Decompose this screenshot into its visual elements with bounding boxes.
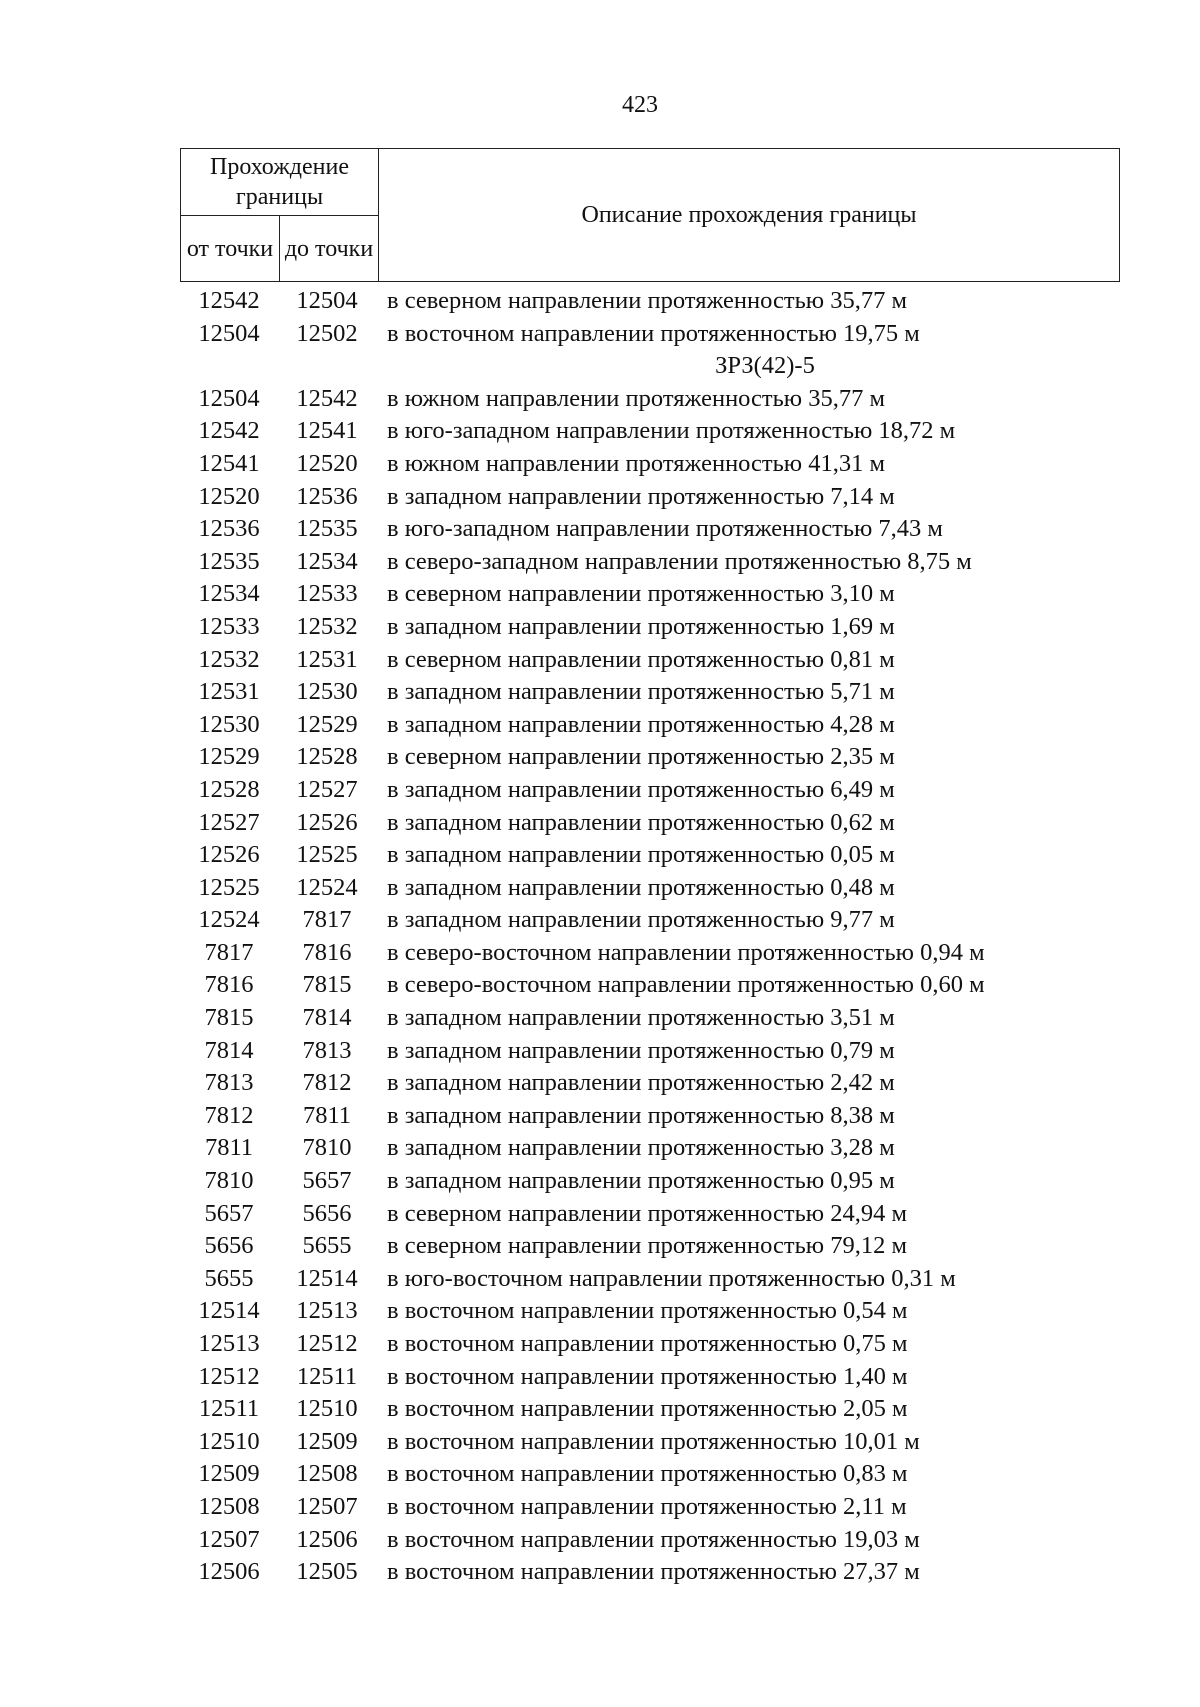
description-cell: в северном направлении протяженностью 79,12 м [387,1232,907,1260]
description-cell: в западном направлении протяженностью 3,28 м [387,1134,895,1162]
to-point-cell: 12535 [296,515,358,543]
to-point-cell: 12534 [296,547,358,575]
table-row [180,1067,1120,1100]
table-row [180,1165,1120,1198]
from-point-cell: 12504 [198,384,260,412]
table-row [180,1198,1120,1231]
to-point-cell: 12527 [296,775,358,803]
description-cell: в юго-восточном направлении протяженностью 0,31 м [387,1264,956,1292]
to-point-cell: 12532 [296,612,358,640]
from-point-cell: 12510 [198,1427,260,1455]
description-cell: в восточном направлении протяженностью 19,75 м [387,319,920,347]
to-point-cell: 12526 [296,808,358,836]
from-point-cell: 12531 [198,678,260,706]
table-row [180,1524,1120,1557]
table-body [180,285,1120,1589]
table-row [180,904,1120,937]
description-cell: в южном направлении протяженностью 35,77 м [387,384,885,412]
to-point-cell: 12533 [296,580,358,608]
description-cell: в восточном направлении протяженностью 10,01 м [387,1427,920,1455]
description-cell: в западном направлении протяженностью 9,77 м [387,906,895,934]
from-point-cell: 7816 [204,971,254,999]
to-point-cell: 12512 [296,1330,358,1357]
from-point-cell: 12532 [198,645,260,673]
table-row [180,937,1120,970]
from-point-cell: 7812 [204,1101,254,1129]
from-point-cell: 7810 [204,1167,254,1195]
description-cell: в северо-западном направлении протяженностью 8,75 м [387,547,972,575]
from-point-cell: 12513 [198,1330,260,1357]
from-point-cell: 12511 [198,1395,260,1423]
from-point-cell: 12514 [198,1297,260,1325]
from-point-cell: 5656 [204,1232,254,1260]
from-point-cell: 12524 [198,906,260,934]
description-cell: в западном направлении протяженностью 7,14 м [387,482,895,510]
from-point-cell: 12508 [198,1492,260,1520]
from-point-cell: 12542 [198,417,260,445]
table-row [180,676,1120,709]
from-point-cell: 12535 [198,547,260,575]
description-cell: в западном направлении протяженностью 1,69 м [387,612,895,640]
description-cell: в западном направлении протяженностью 0,05 м [387,841,895,869]
to-point-cell: 12524 [296,873,358,901]
table-row [180,741,1120,774]
description-cell: в западном направлении протяженностью 2,42 м [387,1069,895,1097]
to-point-cell: 12513 [296,1297,358,1325]
description-cell: в северном направлении протяженностью 24,94 м [387,1199,907,1227]
from-point-cell: 12512 [198,1362,260,1390]
to-point-cell: 12504 [296,287,358,314]
table-row [180,1556,1120,1589]
from-point-cell: 7813 [204,1069,254,1097]
table-row [180,513,1120,546]
page-number: 423 [622,92,658,118]
description-cell: в восточном направлении протяженностью 2,05 м [387,1395,908,1423]
to-point-cell: 12514 [296,1264,358,1292]
from-point-cell: 12504 [198,319,260,347]
table-row [180,448,1120,481]
description-cell: в восточном направлении протяженностью 27,37 м [387,1558,920,1586]
from-point-cell: 7811 [204,1134,254,1162]
from-point-cell: 12541 [198,449,260,477]
description-cell: в восточном направлении протяженностью 0,54 м [387,1297,908,1325]
table-header [180,148,1120,282]
section-title: ЗРЗ(42)-5 [715,352,815,380]
from-point-cell: 12507 [198,1525,260,1553]
to-point-cell: 12502 [296,319,358,347]
from-point-cell: 12528 [198,775,260,803]
description-cell: в западном направлении протяженностью 0,79 м [387,1036,895,1064]
table-row [180,1295,1120,1328]
description-cell: в северо-восточном направлении протяженностью 0,94 м [387,938,985,966]
description-cell: в северном направлении протяженностью 3,10 м [387,580,895,608]
to-point-cell: 12525 [296,841,358,869]
description-cell: в юго-западном направлении протяженностью 7,43 м [387,515,943,543]
from-point-cell: 12525 [198,873,260,901]
to-point-cell: 7817 [302,906,352,934]
description-cell: в юго-западном направлении протяженностью 18,72 м [387,417,956,445]
from-point-cell: 5657 [204,1199,254,1227]
header-to-point: до точки [280,216,379,282]
to-point-cell: 12508 [296,1460,358,1488]
description-cell: в западном направлении протяженностью 8,38 м [387,1101,895,1129]
to-point-cell: 7815 [302,971,352,999]
to-point-cell: 12536 [296,482,358,510]
table-row [180,839,1120,872]
to-point-cell: 7813 [302,1036,352,1064]
table-row [180,1361,1120,1394]
from-point-cell: 5655 [204,1264,254,1292]
to-point-cell: 7814 [302,1004,352,1032]
description-cell: в северном направлении протяженностью 0,81 м [387,645,895,673]
table-row [180,969,1120,1002]
to-point-cell: 7810 [302,1134,352,1162]
description-cell: в восточном направлении протяженностью 0,83 м [387,1460,908,1488]
to-point-cell: 12510 [296,1395,358,1423]
to-point-cell: 12529 [296,710,358,738]
from-point-cell: 12506 [198,1558,260,1586]
from-point-cell: 7817 [204,938,254,966]
description-cell: в западном направлении протяженностью 0,62 м [387,808,895,836]
table-row [180,1002,1120,1035]
table-row [180,383,1120,416]
description-cell: в западном направлении протяженностью 6,49 м [387,775,895,803]
table-row [180,644,1120,677]
header-description: Описание прохождения границы [379,149,1120,282]
to-point-cell: 12505 [296,1558,358,1586]
from-point-cell: 12534 [198,580,260,608]
to-point-cell: 7811 [302,1101,352,1129]
table-row [180,774,1120,807]
table-row [180,1230,1120,1263]
description-cell: в западном направлении протяженностью 0,48 м [387,873,895,901]
table-row [180,318,1120,351]
from-point-cell: 12527 [198,808,260,836]
description-cell: в западном направлении протяженностью 3,51 м [387,1004,895,1032]
table-row [180,1393,1120,1426]
header-boundary-passage: Прохождение границы [181,149,379,216]
table-row [180,1458,1120,1491]
table-row [180,1491,1120,1524]
description-cell: в северном направлении протяженностью 2,35 м [387,743,895,771]
table-row [180,1035,1120,1068]
table-row [180,611,1120,644]
from-point-cell: 12530 [198,710,260,738]
from-point-cell: 12529 [198,743,260,771]
from-point-cell: 12526 [198,841,260,869]
from-point-cell: 12536 [198,515,260,543]
table-row [180,709,1120,742]
to-point-cell: 12520 [296,449,358,477]
to-point-cell: 7812 [302,1069,352,1097]
from-point-cell: 12542 [198,287,260,314]
table-row [180,872,1120,905]
description-cell: в восточном направлении протяженностью 0,75 м [387,1330,908,1357]
to-point-cell: 12541 [296,417,358,445]
to-point-cell: 7816 [302,938,352,966]
to-point-cell: 12511 [296,1362,358,1390]
description-cell: в восточном направлении протяженностью 19,03 м [387,1525,920,1553]
description-cell: в западном направлении протяженностью 4,28 м [387,710,895,738]
from-point-cell: 7814 [204,1036,254,1064]
description-cell: в западном направлении протяженностью 0,95 м [387,1167,895,1195]
table-row [180,546,1120,579]
from-point-cell: 12509 [198,1460,260,1488]
description-cell: в восточном направлении протяженностью 2,11 м [387,1492,907,1520]
to-point-cell: 12542 [296,384,358,412]
to-point-cell: 12531 [296,645,358,673]
description-cell: в северо-восточном направлении протяженностью 0,60 м [387,971,985,999]
to-point-cell: 12509 [296,1427,358,1455]
description-cell: в южном направлении протяженностью 41,31 м [387,449,885,477]
to-point-cell: 12507 [296,1492,358,1520]
table-row [180,1426,1120,1459]
description-cell: в западном направлении протяженностью 5,71 м [387,678,895,706]
header-from-point: от точки [181,216,280,282]
table-row [180,1328,1120,1361]
to-point-cell: 5657 [302,1167,352,1195]
from-point-cell: 7815 [204,1004,254,1032]
description-cell: в восточном направлении протяженностью 1,40 м [387,1362,908,1390]
to-point-cell: 12528 [296,743,358,771]
to-point-cell: 5655 [302,1232,352,1260]
to-point-cell: 12530 [296,678,358,706]
table-row [180,1132,1120,1165]
table-row [180,481,1120,514]
table-row [180,1263,1120,1296]
table-row [180,1100,1120,1133]
table-row [180,807,1120,840]
table-row [180,578,1120,611]
from-point-cell: 12533 [198,612,260,640]
to-point-cell: 5656 [302,1199,352,1227]
table-row [180,415,1120,448]
table-row [180,285,1120,318]
description-cell: в северном направлении протяженностью 35,77 м [387,287,907,314]
from-point-cell: 12520 [198,482,260,510]
to-point-cell: 12506 [296,1525,358,1553]
